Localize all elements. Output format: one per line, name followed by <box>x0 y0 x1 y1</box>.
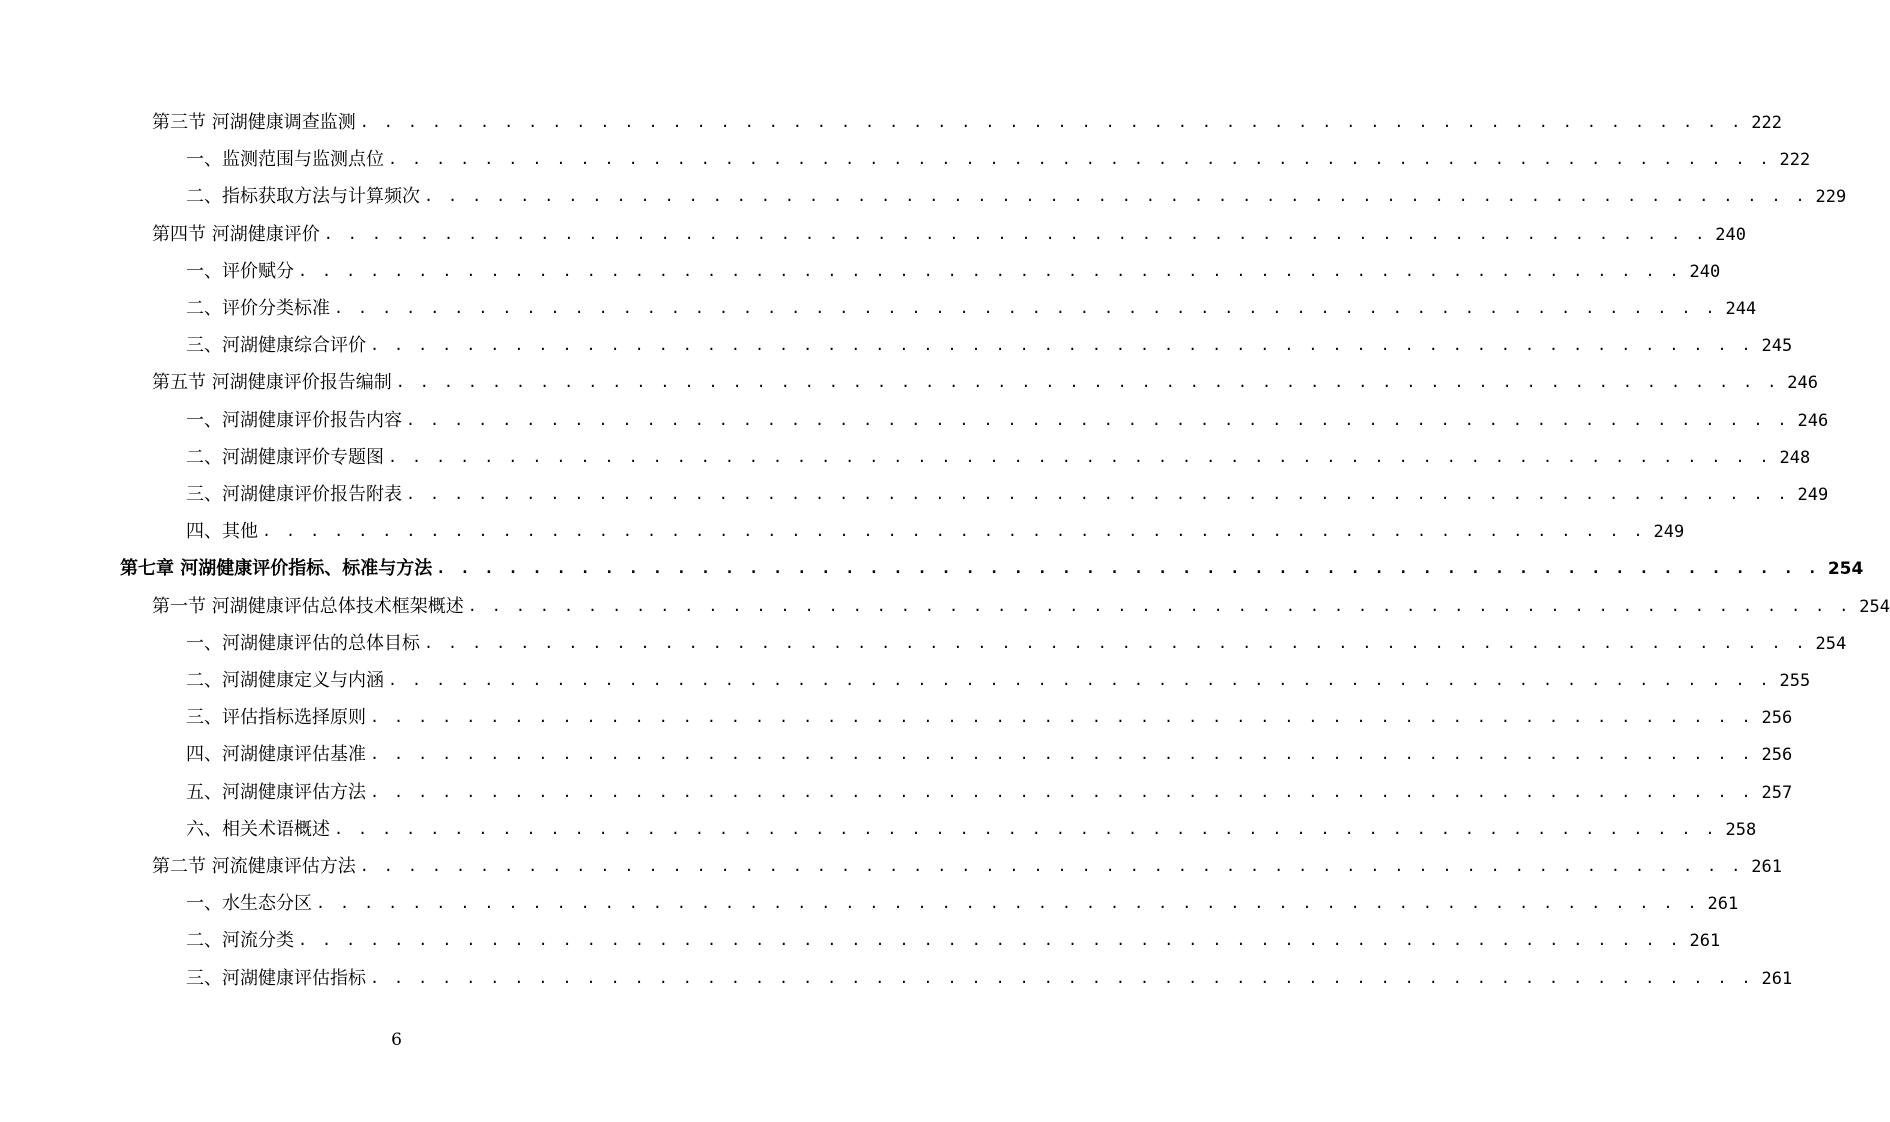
toc-item-entry[interactable] <box>186 441 1811 471</box>
toc-entry-page: 254 <box>1859 596 1890 617</box>
toc-entry-page: 222 <box>1779 150 1811 171</box>
toc-entry-page: 261 <box>1751 857 1782 877</box>
toc-section-entry[interactable] <box>152 366 1818 396</box>
toc-entry-title: 第一节 河湖健康评估总体技术框架概述 <box>152 595 464 617</box>
dot-leader: . . . . . . . . . . . . . . . . . . . . . . . . . . . . . . . . . . . . . . . . . . . . . . . . . . . . . . . . . . <box>316 894 1700 913</box>
dot-leader: . . . . . . . . . . . . . . . . . . . . . . . . . . . . . . . . . . . . . . . . . . . . . . . . . . . . . . . . . . <box>370 708 1754 727</box>
toc-entry-page: 240 <box>1689 261 1721 282</box>
toc-item-entry[interactable] <box>186 813 1757 843</box>
toc-item-entry[interactable] <box>186 962 1793 992</box>
toc-entry-title: 第四节 河湖健康评价 <box>152 223 320 245</box>
toc-entry-title: 一、河湖健康评价报告内容 <box>186 409 402 431</box>
toc-entry-title: 三、河湖健康评估指标 <box>186 967 366 989</box>
dot-leader: . . . . . . . . . . . . . . . . . . . . . . . . . . . . . . . . . . . . . . . . . . . . . . . . . . . . . . . . . . <box>334 819 1718 838</box>
dot-leader: . . . . . . . . . . . . . . . . . . . . . . . . . . . . . . . . . . . . . . . . . . . . . . . . . . . . . . . . . . <box>370 745 1754 764</box>
toc-entry-page: 261 <box>1761 968 1793 989</box>
toc-item-entry[interactable] <box>186 404 1829 434</box>
dot-leader: . . . . . . . . . . . . . . . . . . . . . . . . . . . . . . . . . . . . . . . . . . . . . . . . . . . . . . . . . . <box>370 782 1754 801</box>
toc-item-entry[interactable] <box>186 738 1793 768</box>
toc-entry-page: 249 <box>1797 485 1829 505</box>
toc-entry-title: 二、河湖健康评价专题图 <box>186 446 384 468</box>
toc-entry-page: 240 <box>1715 224 1746 245</box>
toc-entry-title: 一、河湖健康评估的总体目标 <box>186 632 420 654</box>
toc-entry-title: 三、评估指标选择原则 <box>186 707 366 729</box>
dot-leader: . . . . . . . . . . . . . . . . . . . . . . . . . . . . . . . . . . . . . . . . . . . . . . . . . . . . . . . . . . <box>424 187 1808 206</box>
dot-leader: . . . . . . . . . . . . . . . . . . . . . . . . . . . . . . . . . . . . . . . . . . . . . . . . . . . . . . . . . . <box>388 671 1772 689</box>
dot-leader: . . . . . . . . . . . . . . . . . . . . . . . . . . . . . . . . . . . . . . . . . . . . . . . . . . . . . . . . . . <box>388 447 1772 466</box>
toc-item-entry[interactable] <box>186 292 1757 322</box>
dot-leader: . . . . . . . . . . . . . . . . . . . . . . . . . . . . . . . . . . . . . . . . . . . . . . . . . . . . . . . . . . <box>298 931 1682 950</box>
toc-entry-page: 249 <box>1653 522 1685 543</box>
toc-entry-title: 第二节 河流健康评估方法 <box>152 856 356 877</box>
toc-entry-page: 258 <box>1725 819 1757 840</box>
toc-entry-title: 第三节 河湖健康调查监测 <box>152 112 356 133</box>
toc-item-entry[interactable] <box>186 329 1793 359</box>
dot-leader: . . . . . . . . . . . . . . . . . . . . . . . . . . . . . . . . . . . . . . . . . . . . . . . . . . . . . . . . . . <box>334 299 1718 317</box>
dot-leader: . . . . . . . . . . . . . . . . . . . . . . . . . . . . . . . . . . . . . . . . . . . . . . . . . . . . . . . . . . <box>388 150 1772 169</box>
toc-section-entry[interactable] <box>152 850 1782 880</box>
dot-leader: . . . . . . . . . . . . . . . . . . . . . . . . . . . . . . . . . . . . . . . . . . . . . . . . . . . . . . . . . . <box>359 857 1744 875</box>
toc-item-entry[interactable] <box>186 515 1685 545</box>
dot-leader: . . . . . . . . . . . . . . . . . . . . . . . . . . . . . . . . . . . . . . . . . . . . . . . . . . . . . . . . . . <box>370 968 1754 987</box>
toc-entry-title: 六、相关术语概述 <box>186 818 330 840</box>
toc-entry-page: 244 <box>1725 299 1757 319</box>
toc-item-entry[interactable] <box>186 664 1811 694</box>
toc-item-entry[interactable] <box>186 143 1811 173</box>
toc-entry-page: 222 <box>1751 113 1782 133</box>
toc-entry-title: 二、指标获取方法与计算频次 <box>186 186 420 208</box>
dot-leader: . . . . . . . . . . . . . . . . . . . . . . . . . . . . . . . . . . . . . . . . . . . . . . . . . . . . . . . . . . <box>406 410 1790 429</box>
toc-item-entry[interactable] <box>186 255 1721 285</box>
toc-entry-title: 第七章 河湖健康评价指标、标准与方法 <box>120 558 433 580</box>
toc-entry-page: 256 <box>1761 708 1793 729</box>
dot-leader: . . . . . . . . . . . . . . . . . . . . . . . . . . . . . . . . . . . . . . . . . . . . . . . . . . . . . . . . . . <box>323 224 1708 243</box>
toc-section-entry[interactable] <box>152 106 1782 136</box>
toc-item-entry[interactable] <box>186 478 1829 508</box>
toc-item-entry[interactable] <box>186 924 1721 954</box>
toc-entry-page: 246 <box>1787 373 1818 394</box>
dot-leader: . . . . . . . . . . . . . . . . . . . . . . . . . . . . . . . . . . . . . . . . . . . . . . . . . . . . . . . . . . <box>406 485 1790 503</box>
toc-entry-title: 三、河湖健康综合评价 <box>186 335 366 357</box>
toc-entry-page: 248 <box>1779 447 1811 468</box>
toc-item-entry[interactable] <box>186 776 1793 806</box>
toc-entry-title: 一、监测范围与监测点位 <box>186 149 384 171</box>
toc-entry-title: 第五节 河湖健康评价报告编制 <box>152 372 392 394</box>
toc-entry-page: 254 <box>1827 559 1864 580</box>
toc-entry-page: 261 <box>1689 931 1721 952</box>
dot-leader: . . . . . . . . . . . . . . . . . . . . . . . . . . . . . . . . . . . . . . . . . . . . . . . . . . . . . . . . . . <box>359 113 1744 131</box>
dot-leader: . . . . . . . . . . . . . . . . . . . . . . . . . . . . . . . . . . . . . . . . . . . . . . . . . . . . . . . . . . <box>436 559 1820 578</box>
dot-leader: . . . . . . . . . . . . . . . . . . . . . . . . . . . . . . . . . . . . . . . . . . . . . . . . . . . . . . . . . . <box>395 373 1780 392</box>
toc-entry-title: 二、河湖健康定义与内涵 <box>186 670 384 691</box>
toc-item-entry[interactable] <box>186 180 1847 210</box>
toc-entry-page: 229 <box>1815 187 1847 208</box>
toc-entry-page: 261 <box>1707 894 1739 915</box>
toc-section-entry[interactable] <box>152 590 1890 620</box>
toc-entry-title: 四、河湖健康评估基准 <box>186 744 366 766</box>
dot-leader: . . . . . . . . . . . . . . . . . . . . . . . . . . . . . . . . . . . . . . . . . . . . . . . . . . . . . . . . . . <box>262 522 1646 541</box>
dot-leader: . . . . . . . . . . . . . . . . . . . . . . . . . . . . . . . . . . . . . . . . . . . . . . . . . . . . . . . . . . <box>467 596 1852 615</box>
toc-entry-title: 一、评价赋分 <box>186 260 294 282</box>
toc-entry-page: 245 <box>1761 336 1793 357</box>
toc-entry-page: 255 <box>1779 671 1811 691</box>
toc-chapter-entry[interactable] <box>120 552 1864 582</box>
toc-entry-title: 二、河流分类 <box>186 930 294 952</box>
dot-leader: . . . . . . . . . . . . . . . . . . . . . . . . . . . . . . . . . . . . . . . . . . . . . . . . . . . . . . . . . . <box>298 261 1682 280</box>
dot-leader: . . . . . . . . . . . . . . . . . . . . . . . . . . . . . . . . . . . . . . . . . . . . . . . . . . . . . . . . . . <box>370 336 1754 355</box>
toc-entry-title: 三、河湖健康评价报告附表 <box>186 484 402 505</box>
toc-item-entry[interactable] <box>186 627 1847 657</box>
toc-entry-title: 二、评价分类标准 <box>186 298 330 319</box>
toc-entry-page: 254 <box>1815 633 1847 654</box>
toc-entry-page: 256 <box>1761 745 1793 766</box>
toc-entry-title: 一、水生态分区 <box>186 893 312 915</box>
toc-entry-title: 五、河湖健康评估方法 <box>186 781 366 803</box>
toc-item-entry[interactable] <box>186 701 1793 731</box>
toc-item-entry[interactable] <box>186 887 1739 917</box>
toc-entry-page: 257 <box>1761 782 1793 803</box>
toc-section-entry[interactable] <box>152 218 1746 248</box>
page-number: 6 <box>391 1030 402 1050</box>
dot-leader: . . . . . . . . . . . . . . . . . . . . . . . . . . . . . . . . . . . . . . . . . . . . . . . . . . . . . . . . . . <box>424 633 1808 652</box>
toc-entry-page: 246 <box>1797 410 1829 431</box>
toc-entry-title: 四、其他 <box>186 521 258 543</box>
